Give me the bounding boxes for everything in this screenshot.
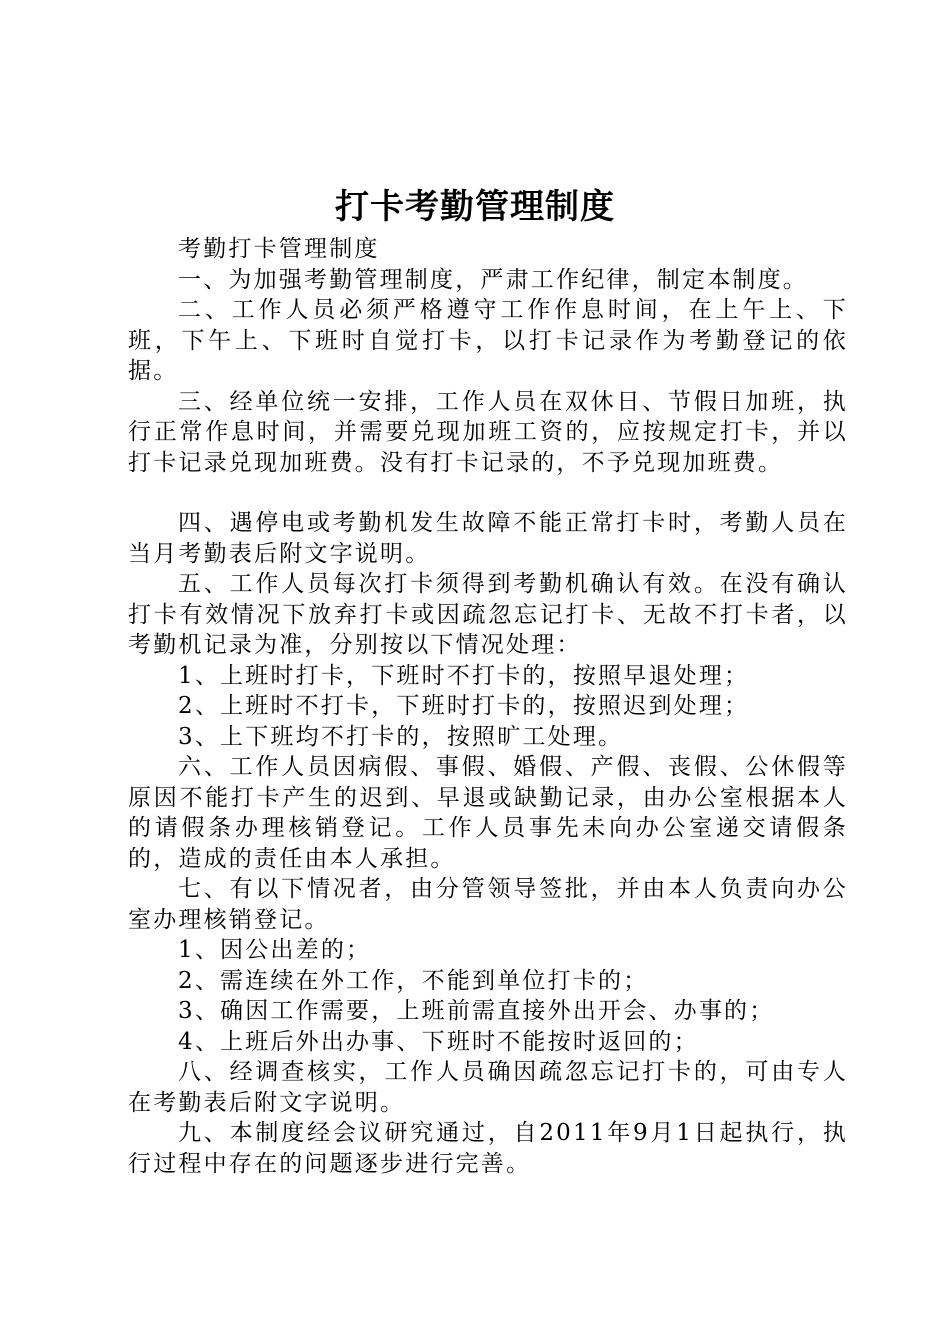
list-item: 3、上下班均不打卡的，按照旷工处理。 [178, 723, 624, 750]
paragraph-1: 一、为加强考勤管理制度，严肃工作纪律，制定本制度。 [178, 266, 808, 293]
document-title: 打卡考勤管理制度 [335, 187, 615, 227]
paragraph-2: 二、工作人员必须严格遵守工作作息时间，在上午上、下班，下午上、下班时自觉打卡，以打卡记录作为考勤登记的依据。 [128, 297, 848, 384]
list-item: 1、因公出差的； [178, 937, 372, 963]
paragraph-5: 五、工作人员每次打卡须得到考勤机确认有效。在没有确认打卡有效情况下放弃打卡或因疏忽忘记打卡、无故不打卡者，以考勤机记录为准，分别按以下情况处理： [128, 571, 848, 658]
list-item: 2、需连续在外工作，不能到单位打卡的； [178, 967, 649, 994]
paragraph-8: 八、经调查核实，工作人员确因疏忽忘记打卡的，可由专人在考勤表后附文字说明。 [128, 1059, 848, 1116]
list-item: 1、上班时打卡，下班时不打卡的，按照早退处理； [178, 662, 750, 689]
paragraph-3: 三、经单位统一安排，工作人员在双休日、节假日加班，执行正常作息时间，并需要兑现加班工资的，应按规定打卡，并以打卡记录兑现加班费。没有打卡记录的，不予兑现加班费。 [128, 388, 848, 476]
paragraph-7: 七、有以下情况者，由分管领导签批，并由本人负责向办公室办理核销登记。 [128, 876, 848, 933]
list-item: 3、确因工作需要，上班前需直接外出开会、办事的； [178, 998, 775, 1024]
paragraph-6: 六、工作人员因病假、事假、婚假、产假、丧假、公休假等原因不能打卡产生的迟到、早退或缺勤记录，由办公室根据本人的请假条办理核销登记。工作人员事先未向办公室递交请假条的，造成的责任由本人承担。 [128, 754, 848, 872]
list-item: 4、上班后外出办事、下班时不能按时返回的； [178, 1028, 699, 1055]
document-body [128, 234, 848, 1179]
list-item: 2、上班时不打卡，下班时打卡的，按照迟到处理； [178, 693, 750, 719]
document-subtitle: 考勤打卡管理制度 [178, 236, 380, 262]
paragraph-4: 四、遇停电或考勤机发生故障不能正常打卡时，考勤人员在当月考勤表后附文字说明。 [128, 510, 848, 567]
paragraph-9: 九、本制度经会议研究通过，自2011年9月1日起执行，执行过程中存在的问题逐步进行完善。 [128, 1120, 848, 1177]
